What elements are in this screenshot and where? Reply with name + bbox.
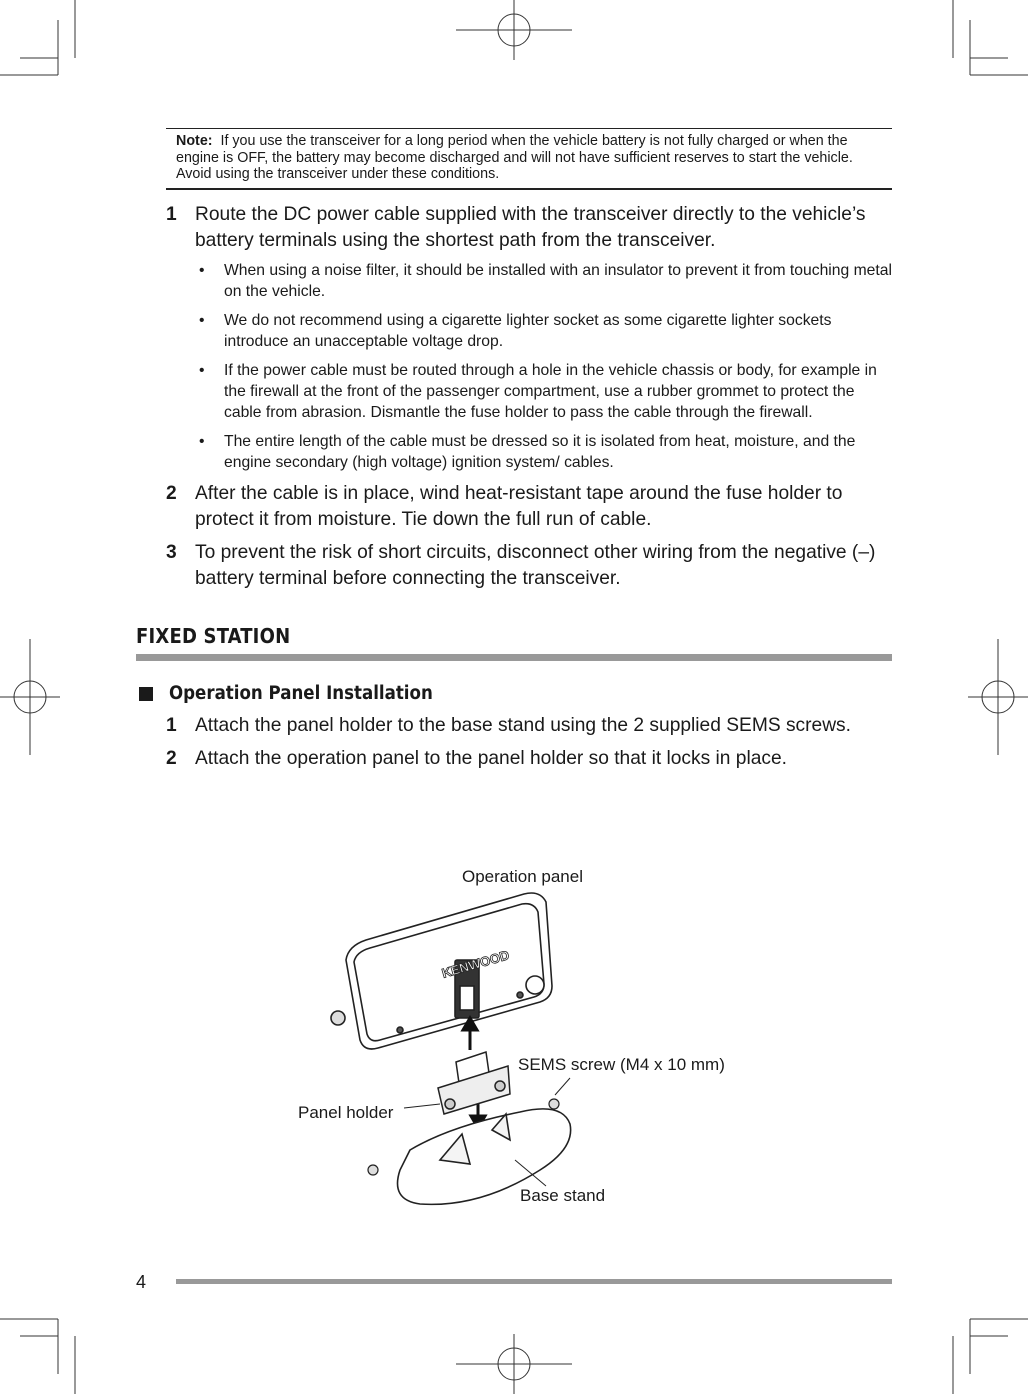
- bullet-text: When using a noise filter, it should be installed with an insulator to prevent it from touching metal on the vehicle.: [224, 262, 892, 300]
- operation-panel-label: Operation panel: [462, 867, 583, 886]
- sems-screw-label: SEMS screw (M4 x 10 mm): [518, 1055, 725, 1074]
- panel-holder-label: Panel holder: [298, 1103, 394, 1122]
- bullet-icon: •: [199, 362, 205, 379]
- subsection-title: Operation Panel Installation: [169, 683, 433, 704]
- note-text: If you use the transceiver for a long period when the vehicle battery is not fully charged or when the engine is OFF, the battery may become discharged and will not have sufficient reserves to start the vehicle. Avoid using the transceiver under these conditions.: [176, 133, 853, 182]
- step-number: 1: [166, 715, 177, 736]
- bullet-text: If the power cable must be routed through a hole in the vehicle chassis or body, for example in the firewall at the front of the passenger compartment, use a rubber grommet to protect the cable from abrasion. Dismantle the fuse holder to pass the cable through the firewall.: [224, 362, 877, 421]
- step-text: Attach the operation panel to the panel holder so that it locks in place.: [195, 748, 788, 769]
- footer-divider: [176, 1279, 892, 1284]
- panel-holder-illustration: [438, 1052, 510, 1114]
- brand-logo: KENWOOD: [440, 947, 511, 981]
- step-number: 3: [166, 542, 177, 563]
- bullet-text: The entire length of the cable must be dressed so it is isolated from heat, moisture, and the engine secondary (high voltage) ignition system/ cables.: [224, 433, 856, 471]
- note-label: Note:: [176, 133, 213, 149]
- step-number: 1: [166, 204, 177, 225]
- step-number: 2: [166, 483, 177, 504]
- bullet-icon: •: [199, 433, 205, 450]
- step-text: Attach the panel holder to the base stand using the 2 supplied SEMS screws.: [195, 715, 851, 736]
- step-text: To prevent the risk of short circuits, disconnect other wiring from the negative (–) battery terminal before connecting the transceiver.: [195, 542, 876, 589]
- step-text: Route the DC power cable supplied with the transceiver directly to the vehicle’s battery terminals using the shortest path from the transceiver.: [195, 204, 866, 251]
- bullet-icon: •: [199, 312, 205, 329]
- step-number: 2: [166, 748, 177, 769]
- step-text: After the cable is in place, wind heat-resistant tape around the fuse holder to protect it from moisture. Tie down the full run of cable.: [195, 483, 843, 530]
- page-number: 4: [136, 1272, 147, 1292]
- base-stand-label: Base stand: [520, 1186, 606, 1205]
- section-title: FIXED STATION: [136, 624, 291, 648]
- bullet-text: We do not recommend using a cigarette lighter socket as some cigarette lighter sockets introduce an unacceptable voltage drop.: [224, 312, 832, 350]
- bullet-icon: •: [199, 262, 205, 279]
